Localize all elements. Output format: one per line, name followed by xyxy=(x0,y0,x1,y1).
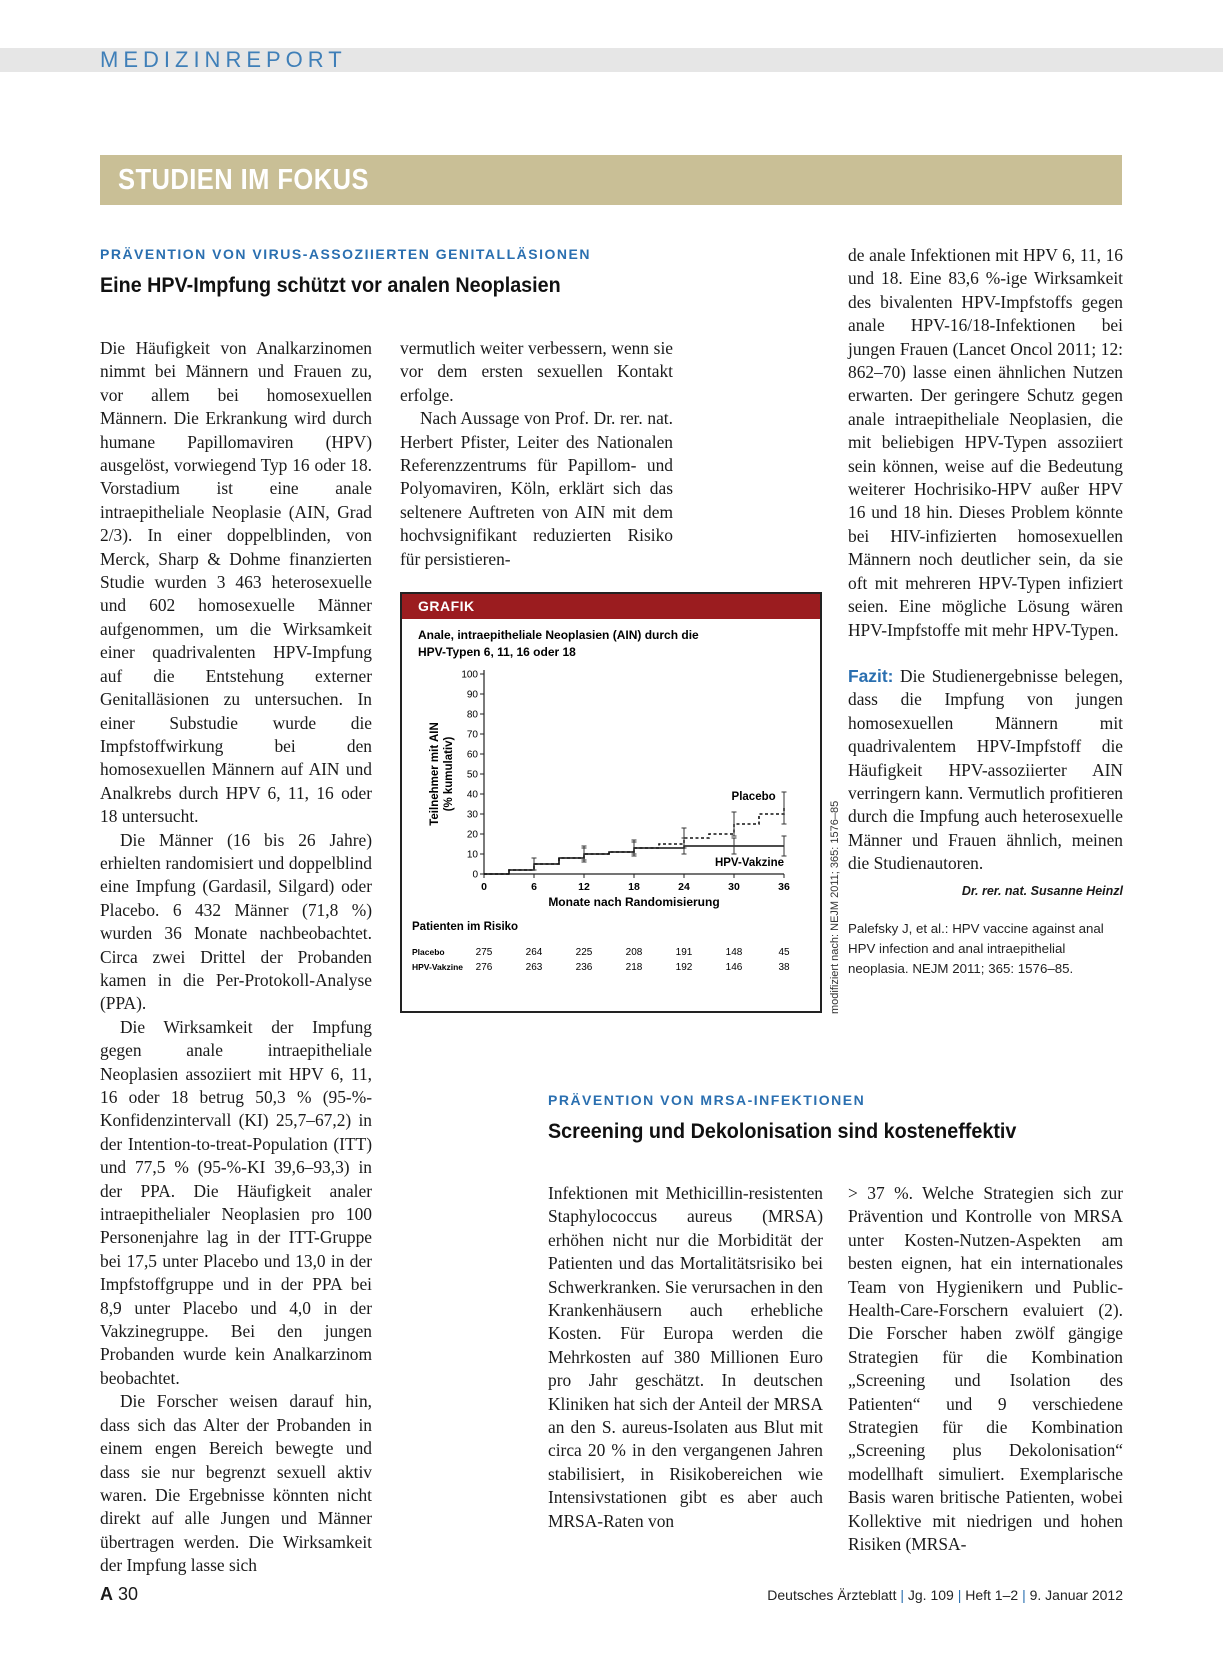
page-prefix: A xyxy=(100,1584,113,1604)
section-label: MEDIZINREPORT xyxy=(100,47,347,72)
grafik-box xyxy=(400,592,822,1013)
paragraph: Nach Aussage von Prof. Dr. rer. nat. Herbert Pfister, Leiter des Nationalen Referenzzentrums für Papillom- und Polyomaviren, Köln, erklärt sich das seltenere Auftreten von AIN mit dem hochvsignifikant reduzierten Risiko für persistieren- xyxy=(400,408,673,569)
series-label-placebo: Placebo xyxy=(731,791,776,803)
page-number-value: 30 xyxy=(118,1584,139,1604)
paragraph: > 37 %. Welche Strategien sich zur Prävention und Kontrolle von MRSA unter Kosten-Nutzen-Aspekten am besten eignen, hat ein internationales Team von Hygienikern und Public-Health-Care-Forschern evaluiert (2). Die Forscher haben zwölf gängige Strategien für die Kombination „Screening und Isolation des Patienten“ und 9 verschiedene Strategien für die Kombination „Screening plus Dekolonisation“ modellhaft simuliert. Exemplarische Basis waren britische Patienten, wobei Kollektive mit niedrigen und hohen Risiken (MRSA- xyxy=(848,1183,1123,1555)
risk-value: 236 xyxy=(575,962,593,973)
y-tick-label: 100 xyxy=(461,669,478,681)
risk-table-title: Patienten im Risiko xyxy=(412,921,519,933)
paragraph: Die Männer (16 bis 26 Jahre) erhielten randomisiert und doppelblind eine Impfung (Gardasil, Silgard) oder Placebo. 6 432 Männer (71,8 %) wurden 36 Monate nachbeobachtet. Circa zwei Drittel der Probanden kamen in die Per-Protokoll-Analyse (PPA). xyxy=(100,829,372,1014)
y-tick-label: 0 xyxy=(472,869,478,881)
fokus-banner-title: STUDIEN IM FOKUS xyxy=(118,164,369,196)
risk-value: 218 xyxy=(625,962,643,973)
risk-value: 263 xyxy=(525,962,543,973)
y-tick-label: 50 xyxy=(466,769,478,781)
y-tick-label: 70 xyxy=(466,729,478,741)
journal-name: Deutsches Ärzteblatt xyxy=(767,1587,897,1603)
risk-value: 275 xyxy=(475,947,493,958)
y-tick-label: 40 xyxy=(466,789,478,801)
y-tick-label: 10 xyxy=(466,849,478,861)
series-label-vakzine: HPV-Vakzine xyxy=(714,857,784,869)
grafik-credit xyxy=(826,800,842,1018)
risk-value: 264 xyxy=(525,947,543,958)
fazit-label: Fazit: xyxy=(848,665,894,686)
y-axis-label-line-2: (% kumulativ) xyxy=(443,736,455,812)
risk-value: 208 xyxy=(625,947,643,958)
risk-value: 276 xyxy=(475,962,493,973)
article1-kicker: PRÄVENTION VON VIRUS-ASSOZIIERTEN GENITALLÄSIONEN xyxy=(100,246,591,262)
y-tick-label: 20 xyxy=(466,829,478,841)
risk-value: 225 xyxy=(575,947,593,958)
article2-column-1 xyxy=(548,1182,823,1533)
y-tick-label: 60 xyxy=(466,749,478,761)
risk-row-label: Placebo xyxy=(412,947,445,957)
article2-headline: Screening und Dekolonisation sind kosteneffektiv xyxy=(548,1120,1017,1143)
x-tick-label: 24 xyxy=(678,881,690,893)
page-number xyxy=(100,1584,138,1605)
risk-row-label: HPV-Vakzine xyxy=(412,962,464,972)
fokus-banner xyxy=(100,155,1122,205)
article1-column-3 xyxy=(848,244,1123,979)
y-tick-label: 90 xyxy=(466,689,478,701)
x-axis-label: Monate nach Randomisierung xyxy=(548,895,720,909)
paragraph: vermutlich weiter verbessern, wenn sie vor dem ersten sexuellen Kontakt erfolge. xyxy=(400,338,673,405)
grafik-credit-text: modifiziert nach: NEJM 2011; 365: 1576–85 xyxy=(829,800,841,1014)
risk-value: 38 xyxy=(778,962,790,973)
risk-value: 45 xyxy=(778,947,790,958)
article2-kicker: PRÄVENTION VON MRSA-INFEKTIONEN xyxy=(548,1092,866,1108)
paragraph: Die Wirksamkeit der Impfung gegen anale intraepitheliale Neoplasien assoziiert mit HPV 6, 11, 16 oder 18 betrug 50,3 % (95-%-Konfidenzintervall (KI) 25,7–67,2) in der Intention-to-treat-Population (ITT) und 77,5 % (95-%-KI 39,6–93,3) in der PPA. Die Häufigkeit analer intraepithelialer Neoplasien pro 100 Personenjahre lag in der ITT-Gruppe bei 17,5 unter Placebo und 13,0 in der Impfstoffgruppe und in der PPA bei 8,9 unter Placebo und 4,0 in der Vakzinegruppe. Bei den jungen Probanden wurde kein Analkarzinom beobachtet. xyxy=(100,1016,372,1388)
km-chart xyxy=(402,619,820,1011)
paragraph: Infektionen mit Methicillin-resistenten Staphylococcus aureus (MRSA) erhöhen nicht nur die Morbidität der Patienten und das Mortalitätsrisiko bei Schwerkranken. Sie verursachen in den Krankenhäusern auch erhebliche Kosten. Für Europa werden die Mehrkosten auf 380 Millionen Euro pro Jahr geschätzt. In deutschen Kliniken hat sich der Anteil der MRSA an den S. aureus-Isolaten aus Blut mit circa 20 % in den vergangenen Jahren stabilisiert, in Risikobereichen wie Intensivstationen gibt es aber auch MRSA-Raten von xyxy=(548,1183,823,1531)
paragraph: Die Forscher weisen darauf hin, dass sich das Alter der Probanden in einem engen Bereich bewegte und dass sie nur begrenzt sexuell aktiv waren. Die Ergebnisse könnten nicht direkt auf alle Jungen und Männer übertragen werden. Die Wirksamkeit der Impfung lasse sich xyxy=(100,1391,372,1576)
fazit-text: Die Studienergebnisse belegen, dass die Impfung von jungen homosexuellen Männern mit quadrivalentem HPV-Impfstoff die Häufigkeit HPV-assoziierter AIN verringern kann. Vermutlich profitieren durch die Impfung auch heterosexuelle Männer und Frauen ähnlich, meinen die Studienautoren. xyxy=(848,665,1123,874)
x-tick-label: 12 xyxy=(578,881,590,893)
grafik-header xyxy=(402,594,820,619)
x-tick-label: 18 xyxy=(628,881,640,893)
author: Dr. rer. nat. Susanne Heinzl xyxy=(961,883,1123,898)
chart-title-line-2: HPV-Typen 6, 11, 16 oder 18 xyxy=(418,645,576,659)
article1-headline: Eine HPV-Impfung schützt vor analen Neoplasien xyxy=(100,274,561,297)
risk-value: 192 xyxy=(675,962,693,973)
journal-volume: Jg. 109 xyxy=(907,1587,954,1603)
fazit-paragraph xyxy=(848,665,1123,876)
x-tick-label: 30 xyxy=(728,881,740,893)
paragraph: Die Häufigkeit von Analkarzinomen nimmt bei Männern und Frauen zu, vor allem bei homosexuellen Männern. Die Erkrankung wird durch humane Papillomaviren (HPV) ausgelöst, vorwiegend Typ 16 oder 18. Vorstadium ist eine anale intraepitheliale Neoplasie (AIN, Grad 2/3). In einer doppelblinden, von Merck, Sharp & Dohme finanzierten Studie wurden 3 463 heterosexuelle und 602 homosexuelle Männer aufgenommen, um die Wirksamkeit einer quadrivalenten HPV-Impfung auf die Entstehung externer Genitalläsionen zu untersuchen. In einer Substudie wurde die Impfstoffwirkung bei den homosexuellen Männern auf AIN und Analkrebs durch HPV 6, 11, 16 oder 18 untersucht. xyxy=(100,338,372,827)
grafik-label: GRAFIK xyxy=(418,598,475,614)
x-tick-label: 0 xyxy=(481,881,487,893)
x-tick-label: 6 xyxy=(531,881,537,893)
risk-value: 148 xyxy=(725,947,743,958)
article1-column-2 xyxy=(400,337,673,571)
risk-value: 191 xyxy=(675,947,693,958)
chart-title-line-1: Anale, intraepitheliale Neoplasien (AIN) durch die xyxy=(418,628,699,642)
journal-footer: Deutsches Ärzteblatt | Jg. 109 | Heft 1–2 | 9. Januar 2012 xyxy=(767,1587,1123,1603)
journal-date: 9. Januar 2012 xyxy=(1029,1587,1123,1603)
y-axis-label-line-1: Teilnehmer mit AIN xyxy=(429,722,441,826)
y-tick-label: 80 xyxy=(466,709,478,721)
risk-value: 146 xyxy=(725,962,743,973)
y-tick-label: 30 xyxy=(466,809,478,821)
article1-column-1 xyxy=(100,337,372,1578)
x-tick-label: 36 xyxy=(778,881,790,893)
paragraph: de anale Infektionen mit HPV 6, 11, 16 und 18. Eine 83,6 %-ige Wirksamkeit des bivalenten HPV-Impfstoffs gegen anale HPV-16/18-Infektionen bei jungen Frauen (Lancet Oncol 2011; 12: 862–70) lasse einen ähnlichen Nutzen erwarten. Der geringere Schutz gegen anale intraepitheliale Neoplasien, die mit beliebigen HPV-Typen assoziiert sein können, weise auf die Bedeutung weiterer Hochrisiko-HPV außer HPV 16 und 18 hin. Dieses Problem könnte bei HIV-infizierten homosexuellen Männern noch deutlicher sein, da sie oft mit mehreren HPV-Typen infiziert seien. Eine mögliche Lösung wären HPV-Impfstoffe mit mehr HPV-Typen. xyxy=(848,245,1123,640)
journal-issue: Heft 1–2 xyxy=(965,1587,1019,1603)
article2-column-2 xyxy=(848,1182,1123,1557)
reference: Palefsky J, et al.: HPV vaccine against anal HPV infection and anal intraepithelial neoplasia. NEJM 2011; 365: 1576–85. xyxy=(848,920,1104,976)
